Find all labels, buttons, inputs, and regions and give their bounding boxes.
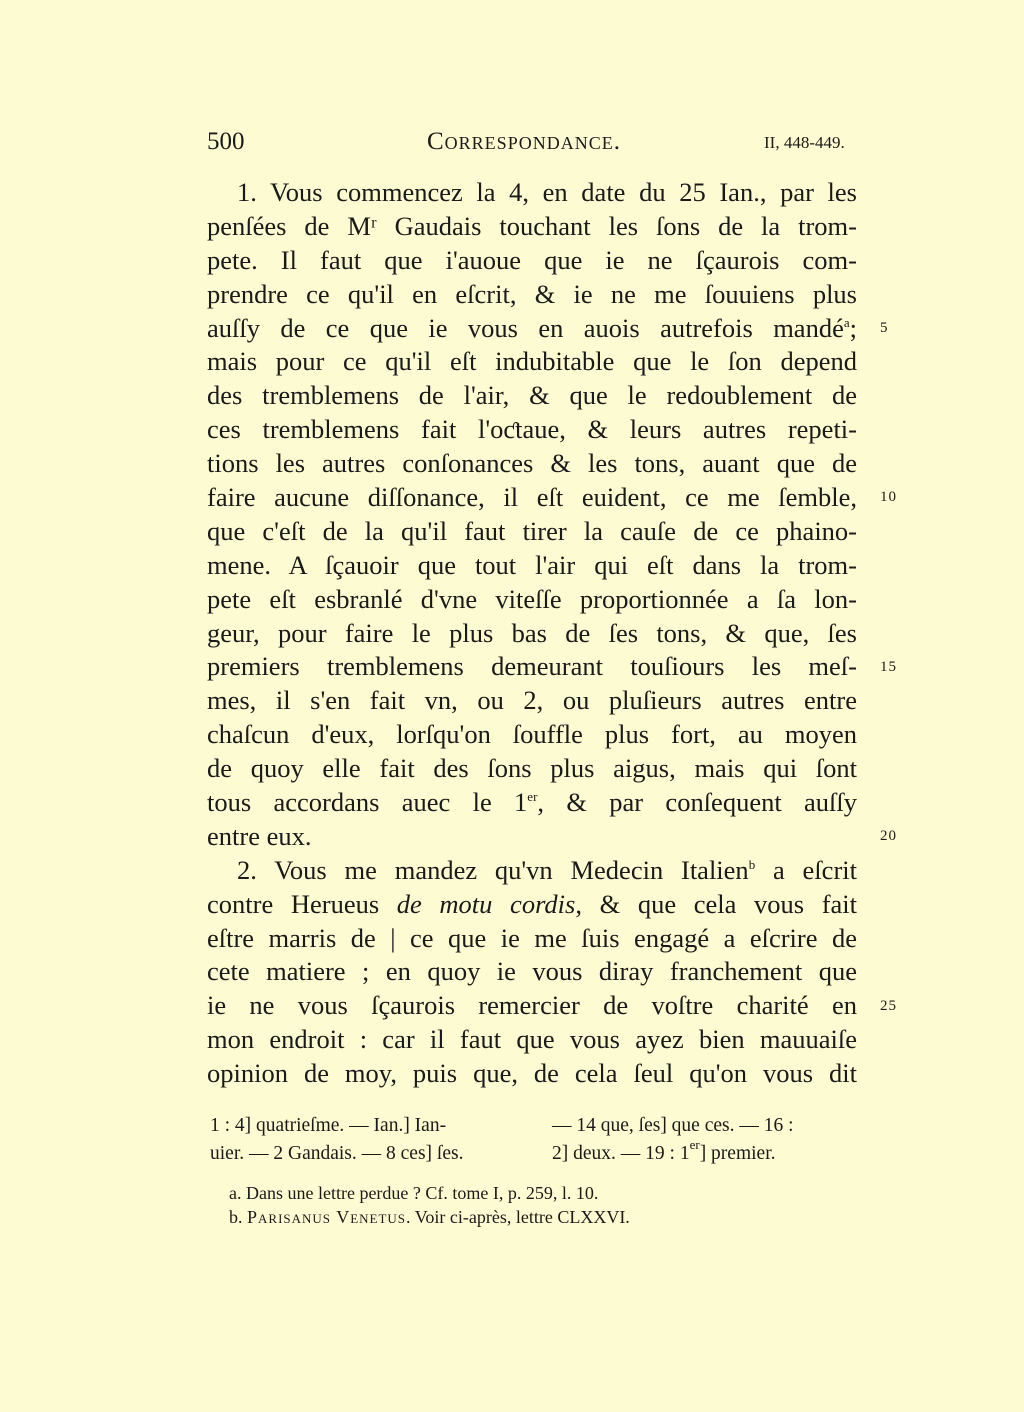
footnote-marker: b [748, 856, 756, 872]
text-line: mon endroit : car il faut que vous ayez bien mauuaiſe [207, 1024, 857, 1055]
text-fragment: contre Herueus [207, 888, 380, 919]
text-line: penſées de Mʳ Gaudais touchant les ſons de la trom- [207, 210, 857, 241]
footnotes [229, 1181, 630, 1229]
text-line [207, 888, 857, 922]
page-number: 500 [207, 128, 245, 155]
italic-title: de motu cordis [396, 888, 576, 919]
line-number: 25 [880, 998, 897, 1014]
textual-variants [210, 1112, 860, 1168]
text-line [207, 786, 857, 820]
variant-fragment: ] premier. [699, 1143, 776, 1164]
text-line [207, 854, 857, 888]
line-number: 20 [880, 828, 897, 844]
text-line: des tremblemens de l'air, & que le redoublement de [207, 380, 857, 411]
text-line: pete eſt esbranlé d'vne viteſſe proportionnée a ſa lon- [207, 583, 857, 614]
text-fragment: auſſy de ce que ie vous en auois autrefois mandé [207, 312, 844, 343]
volume-reference: II, 448-449. [764, 133, 845, 152]
footnote-label: b. [229, 1207, 243, 1227]
text-line: prendre ce qu'il en eſcrit, & ie ne me ſouuiens plus [207, 278, 857, 309]
text-fragment: , & que cela vous fait [575, 888, 858, 919]
superscript: er [689, 1137, 700, 1152]
variant-text: — 14 que, ſes] que ces. — 16 : [552, 1115, 794, 1136]
text-fragment: a eſcrit [755, 854, 857, 885]
variant-row [210, 1112, 860, 1140]
line-number: 15 [880, 659, 897, 675]
text-fragment: ; [849, 312, 857, 343]
variant-text: 1 : 4] quatrieſme. — Ian.] Ian- [210, 1115, 447, 1136]
line-number: 5 [880, 320, 889, 336]
text-line: chaſcun d'eux, lorſqu'on ſouffle plus fort, au moyen [207, 719, 857, 750]
text-line: geur, pour faire le plus bas de ſes tons, & que, ſes [207, 617, 857, 648]
text-line: pete. Il faut que i'auoue que ie ne ſçaurois com- [207, 244, 857, 275]
variant-fragment: 2] deux. — 19 : 1 [552, 1143, 690, 1164]
footnote-text: . Voir ci-après, lettre CLXXVI. [406, 1207, 630, 1227]
text-line: entre eux. [207, 820, 312, 851]
running-title: Correspondance. [427, 128, 621, 155]
text-line: opinion de moy, puis que, de cela ſeul qu'on vous dit [207, 1058, 857, 1089]
text-line: faire aucune diſſonance, il eſt euident, ce me ſemble, [207, 482, 857, 513]
running-header [0, 128, 1024, 164]
line-number: 10 [880, 489, 897, 505]
footnote-marker: a [843, 314, 850, 330]
variant-row [210, 1137, 860, 1168]
text-line: mene. A ſçauoir que tout l'air qui eſt dans la trom- [207, 549, 857, 580]
variant-text: uier. — 2 Gandais. — 8 ces] ſes. [210, 1143, 464, 1164]
text-line: que c'eſt de la qu'il faut tirer la cauſe de ce phaino- [207, 515, 857, 546]
text-line: cete matiere ; en quoy ie vous diray franchement que [207, 956, 857, 987]
author-name: Parisanus Venetus [247, 1207, 407, 1227]
main-text [207, 176, 857, 1091]
text-line: de quoy elle fait des ſons plus aigus, mais qui ſont [207, 753, 857, 784]
text-line: mes, il s'en fait vn, ou 2, ou pluſieurs autres entre [207, 685, 857, 716]
text-line: ces tremblemens fait l'oƈtaue, & leurs autres repeti- [207, 414, 857, 445]
text-fragment: tous accordans auec le 1 [207, 787, 528, 818]
footnote-a: a. Dans une lettre perdue ? Cf. tome I, p. 259, l. 10. [229, 1183, 599, 1203]
text-fragment: , & par conſequent auſſy [537, 787, 857, 818]
text-line: ie ne vous ſçaurois remercier de voſtre charité en [207, 990, 857, 1021]
footnote-b [229, 1205, 630, 1229]
text-line: premiers tremblemens demeurant touſiours les meſ- [207, 651, 857, 682]
text-line: 1. Vous commencez la 4, en date du 25 Ian., par les [237, 177, 857, 207]
text-line [207, 312, 857, 346]
variant-text [552, 1137, 776, 1168]
superscript: er [527, 789, 538, 805]
text-line: mais pour ce qu'il eſt indubitable que le ſon depend [207, 346, 857, 377]
text-fragment: 2. Vous me mandez qu'vn Medecin Italien [237, 854, 749, 885]
text-line: eſtre marris de | ce que ie me ſuis engagé a eſcrire de [207, 922, 857, 953]
text-line: tions les autres conſonances & les tons, auant que de [207, 448, 857, 479]
